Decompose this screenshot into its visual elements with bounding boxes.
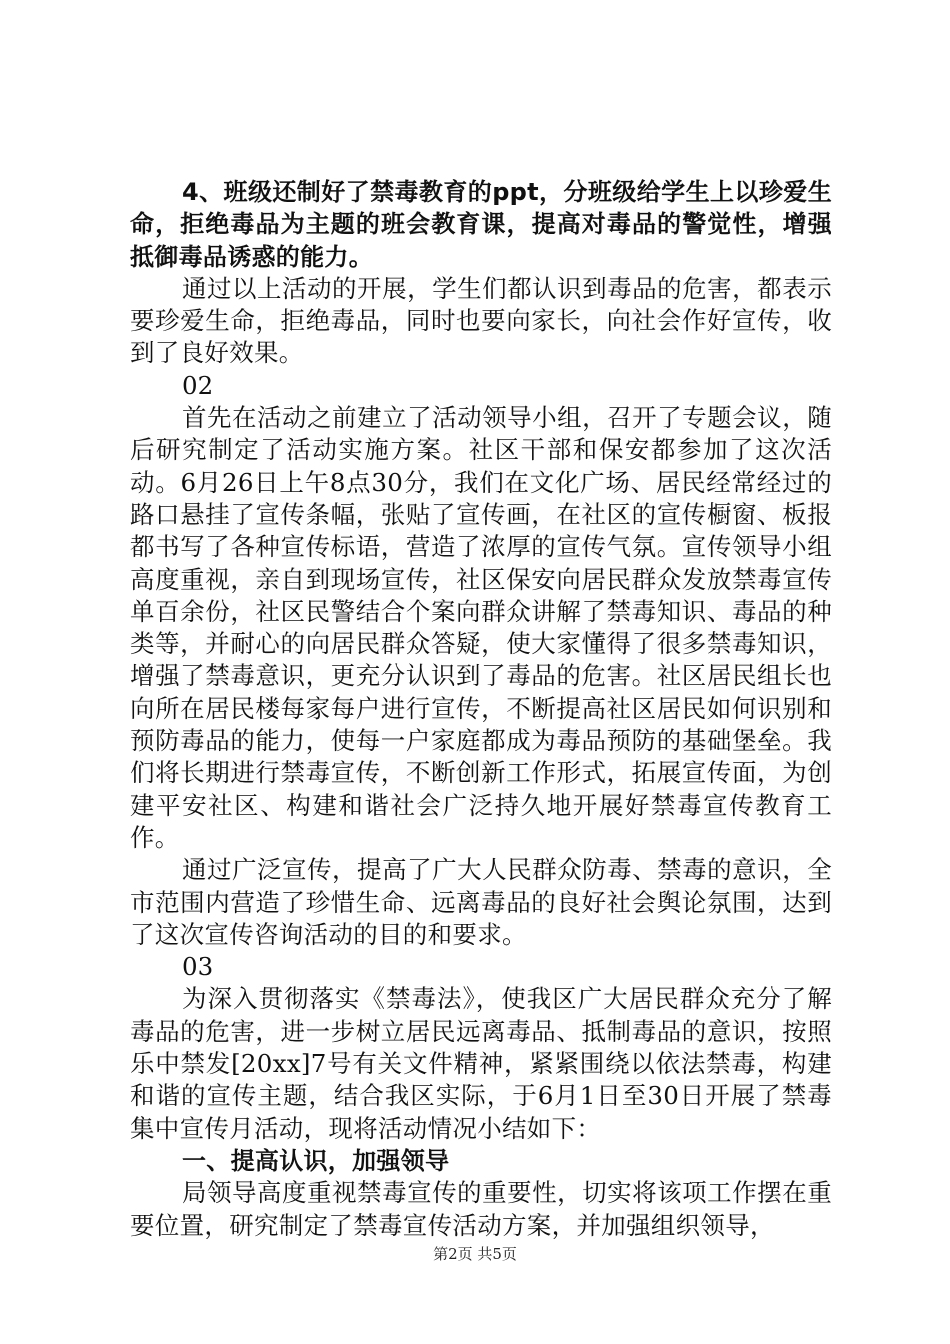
section-heading: 一、提高认识，加强领导 bbox=[182, 1146, 450, 1175]
section-number-03: 03 bbox=[182, 952, 214, 982]
document-body bbox=[130, 176, 832, 1242]
paragraph-summary: 通过以上活动的开展，学生们都认识到毒品的危害，都表示要珍爱生命，拒绝毒品，同时也要向家长，向社会作好宣传，收到了良好效果。 bbox=[130, 273, 832, 368]
paragraph-intro-03: 为深入贯彻落实《禁毒法》，使我区广大居民群众充分了解毒品的危害，进一步树立居民远离毒品、抵制毒品的意识，按照乐中禁发[20xx]7号有关文件精神，紧紧围绕以依法禁毒，构建和谐的宣传主题，结合我区实际，于6月1日至30日开展了禁毒集中宣传月活动，现将活动情况小结如下： bbox=[130, 984, 832, 1143]
paragraph-community-activity: 首先在活动之前建立了活动领导小组，召开了专题会议，随后研究制定了活动实施方案。社区干部和保安都参加了这次活动。6月26日上午8点30分，我们在文化广场、居民经常经过的路口悬挂了宣传条幅，张贴了宣传画，在社区的宣传橱窗、板报都书写了各种宣传标语，营造了浓厚的宣传气氛。宣传领导小组高度重视，亲自到现场宣传，社区保安向居民群众发放禁毒宣传单百余份，社区民警结合个案向群众讲解了禁毒知识、毒品的种类等，并耐心的向居民群众答疑，使大家懂得了很多禁毒知识，增强了禁毒意识，更充分认识到了毒品的危害。社区居民组长也向所在居民楼每家每户进行宣传，不断提高社区居民如何识别和预防毒品的能力，使每一户家庭都成为毒品预防的基础堡垒。我们将长期进行禁毒宣传，不断创新工作形式，拓展宣传面，为创建平安社区、构建和谐社会广泛持久地开展好禁毒宣传教育工作。 bbox=[130, 403, 832, 852]
paragraph-item-4-heading: 4、班级还制好了禁毒教育的ppt，分班级给学生上以珍爱生命，拒绝毒品为主题的班会教育课，提高对毒品的警觉性，增强抵御毒品诱惑的能力。 bbox=[130, 178, 832, 271]
section-number-02: 02 bbox=[182, 370, 214, 400]
paragraph-publicity-result: 通过广泛宣传，提高了广大人民群众防毒、禁毒的意识，全市范围内营造了珍惜生命、远离毒品的良好社会舆论氛围，达到了这次宣传咨询活动的目的和要求。 bbox=[130, 855, 832, 949]
paragraph-leadership: 局领导高度重视禁毒宣传的重要性，切实将该项工作摆在重要位置，研究制定了禁毒宣传活动方案，并加强组织领导， bbox=[130, 1178, 832, 1240]
page-footer: 第2页 共5页 bbox=[433, 1245, 517, 1263]
